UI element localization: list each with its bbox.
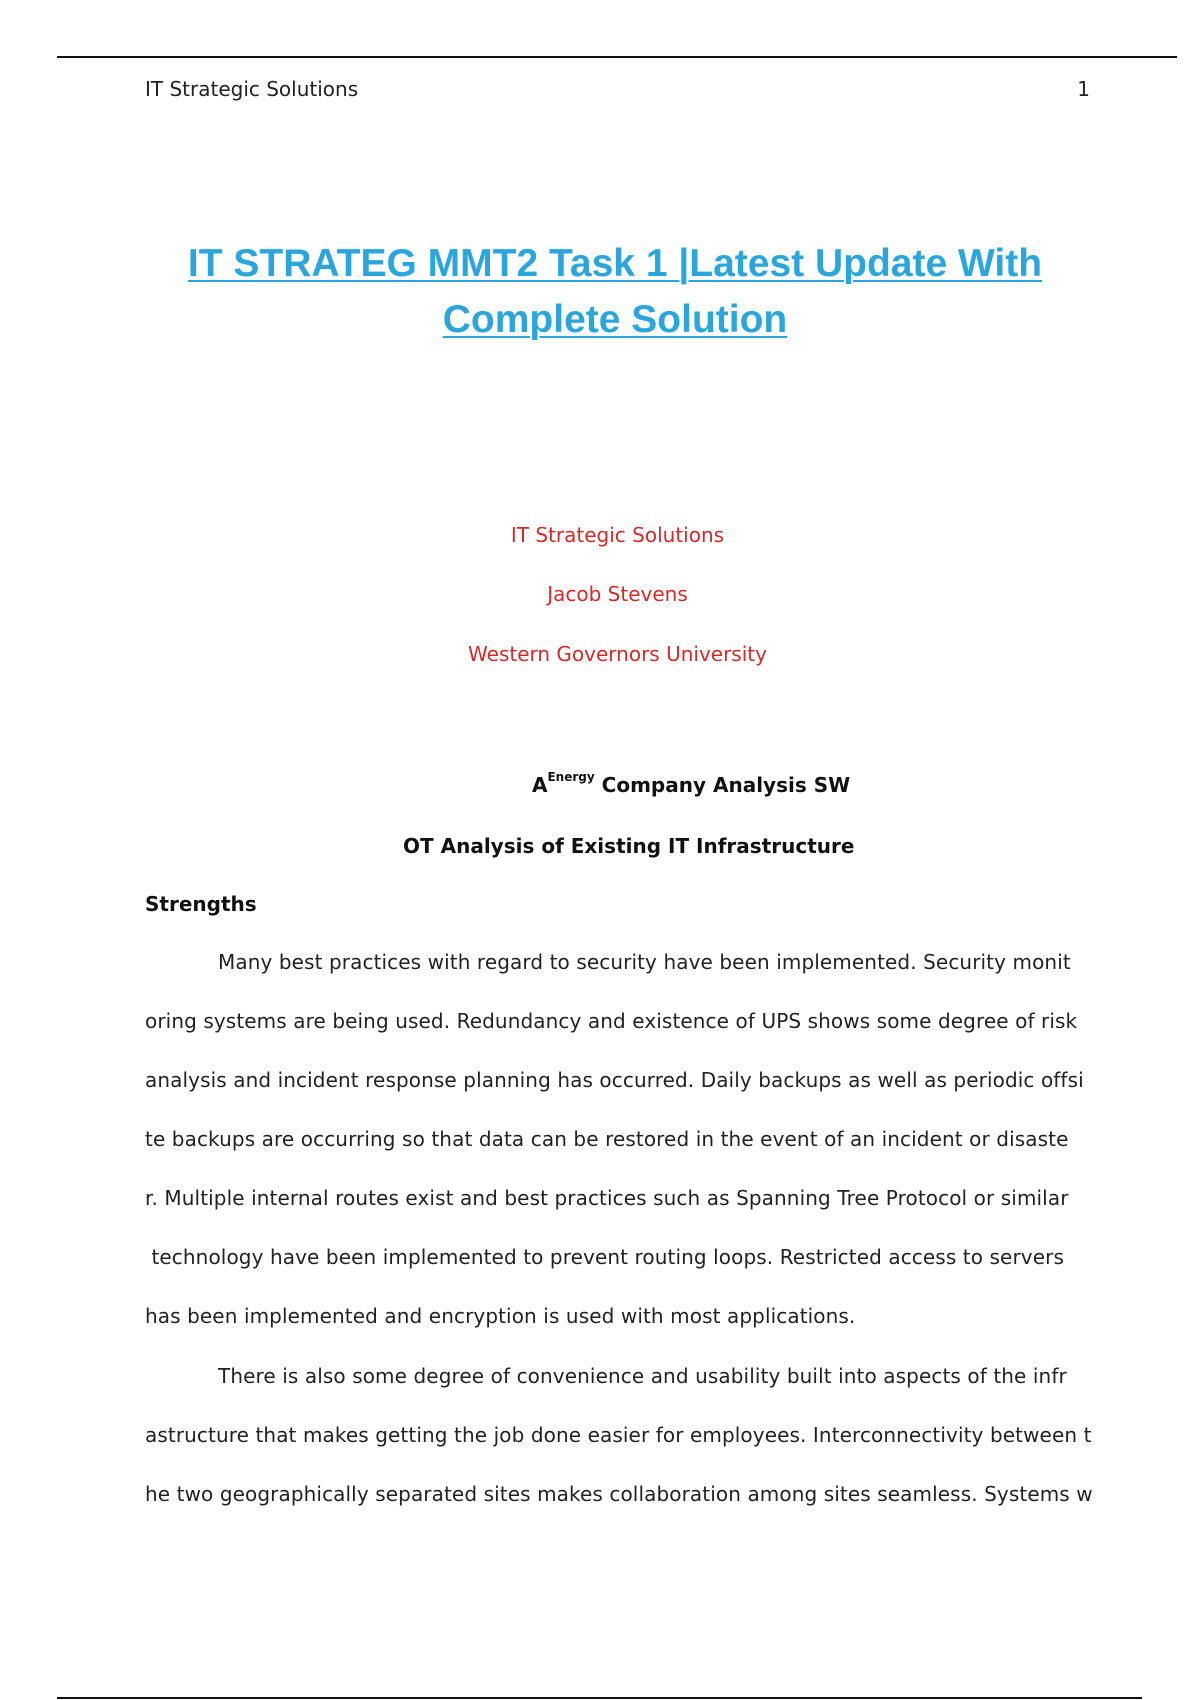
analysis-heading-line-2: OT Analysis of Existing IT Infrastructure: [403, 834, 855, 858]
document-title-link[interactable]: [130, 236, 1100, 348]
paragraph-line: astructure that makes getting the job done easier for employees. Interconnectivity between t: [145, 1423, 1092, 1447]
strengths-paragraph-1: [145, 950, 1085, 1363]
paragraph-line: has been implemented and encryption is used with most applications.: [145, 1304, 856, 1328]
analysis-heading: [532, 770, 851, 797]
title-block-institution: Western Governors University: [468, 642, 767, 666]
paragraph-line: te backups are occurring so that data can be restored in the event of an incident or disaste: [145, 1127, 1069, 1151]
analysis-heading-prefix: A: [532, 773, 548, 797]
analysis-heading-superscript: Energy: [547, 770, 595, 785]
header-rule: [57, 56, 1177, 58]
paragraph-line: There is also some degree of convenience and usability built into aspects of the infr: [218, 1364, 1067, 1388]
title-block-author: Jacob Stevens: [547, 582, 688, 606]
title-line-1[interactable]: IT STRATEG MMT2 Task 1 |Latest Update With: [187, 242, 1043, 285]
strengths-paragraph-2: [145, 1364, 1093, 1541]
paragraph-line: technology have been implemented to prevent routing loops. Restricted access to servers: [145, 1245, 1064, 1269]
analysis-heading-rest: Company Analysis SW: [594, 773, 851, 797]
paragraph-line: analysis and incident response planning has occurred. Daily backups as well as periodic offsi: [145, 1068, 1084, 1092]
paragraph-line: r. Multiple internal routes exist and best practices such as Spanning Tree Protocol or similar: [145, 1186, 1069, 1210]
paragraph-line: he two geographically separated sites makes collaboration among sites seamless. Systems w: [145, 1482, 1093, 1506]
footer-rule: [57, 1697, 1142, 1699]
paragraph-line: oring systems are being used. Redundancy and existence of UPS shows some degree of risk: [145, 1009, 1078, 1033]
title-line-2[interactable]: Complete Solution: [442, 298, 788, 341]
strengths-heading: Strengths: [145, 892, 257, 916]
page-number: 1: [1077, 77, 1090, 101]
running-head: IT Strategic Solutions: [145, 77, 359, 101]
title-block-company: IT Strategic Solutions: [510, 523, 725, 547]
paragraph-line: Many best practices with regard to security have been implemented. Security monit: [218, 950, 1071, 974]
